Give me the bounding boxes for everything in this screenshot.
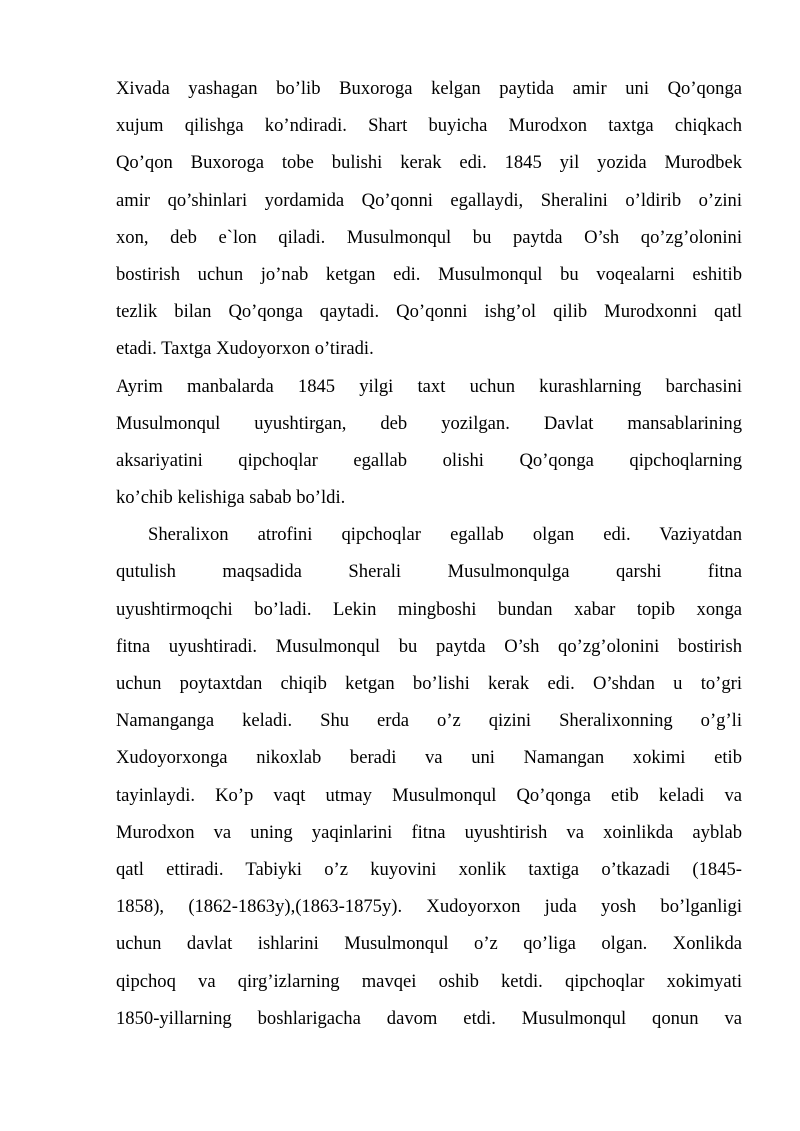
text-line: Musulmonqul uyushtirgan, deb yozilgan. Davlat mansablarining [116, 412, 742, 434]
body-text [116, 74, 742, 1041]
text-line: 1858), (1862-1863y),(1863-1875y). Xudoyorxon juda yosh bo’lganligi [116, 896, 742, 918]
text-line: Xivada yashagan bo’lib Buxoroga kelgan paytida amir uni Qo’qonga [116, 78, 742, 99]
text-line: bostirish uchun jo’nab ketgan edi. Musulmonqul bu voqealarni eshitib [116, 263, 742, 285]
text-line: Murodxon va uning yaqinlarini fitna uyushtirish va xoinlikda ayblab [116, 821, 742, 843]
text-line: Sheralixon atrofini qipchoqlar egallab olgan edi. Vaziyatdan [148, 524, 742, 546]
text-line: ko’chib kelishiga sabab bo’ldi. [116, 487, 346, 509]
text-line: tezlik bilan Qo’qonga qaytadi. Qo’qonni ishg’ol qilib Murodxonni qatl [116, 301, 742, 323]
text-line: uchun poytaxtdan chiqib ketgan bo’lishi kerak edi. O’shdan u to’gri [116, 673, 742, 694]
text-line: tayinlaydi. Ko’p vaqt utmay Musulmonqul Qo’qonga etib keladi va [116, 784, 742, 806]
text-line: qutulish maqsadida Sherali Musulmonqulga qarshi fitna [116, 561, 742, 583]
text-line: 1850-yillarning boshlarigacha davom etdi. Musulmonqul qonun va [116, 1007, 742, 1029]
text-line: xon, deb e`lon qiladi. Musulmonqul bu paytda O’sh qo’zg’olonini [116, 226, 742, 248]
text-line: uyushtirmoqchi bo’ladi. Lekin mingboshi bundan xabar topib xonga [116, 598, 742, 620]
text-line: Qo’qon Buxoroga tobe bulishi kerak edi. 1845 yil yozida Murodbek [116, 152, 742, 174]
text-line: xujum qilishga ko’ndiradi. Shart buyicha Murodxon taxtga chiqkach [116, 115, 742, 137]
text-line: etadi. Taxtga Xudoyorxon o’tiradi. [116, 338, 374, 360]
text-line: Ayrim manbalarda 1845 yilgi taxt uchun kurashlarning barchasini [116, 375, 742, 397]
text-line: aksariyatini qipchoqlar egallab olishi Qo’qonga qipchoqlarning [116, 449, 742, 471]
text-line: qipchoq va qirg’izlarning mavqei oshib ketdi. qipchoqlar xokimyati [116, 970, 742, 992]
text-line: Namanganga keladi. Shu erda o’z qizini Sheralixonning o’g’li [116, 710, 742, 732]
text-line: qatl ettiradi. Tabiyki o’z kuyovini xonlik taxtiga o’tkazadi (1845- [116, 858, 742, 880]
text-line: amir qo’shinlari yordamida Qo’qonni egallaydi, Sheralini o’ldirib o’zini [116, 189, 742, 211]
text-line: uchun davlat ishlarini Musulmonqul o’z qo’liga olgan. Xonlikda [116, 933, 742, 955]
text-line: fitna uyushtiradi. Musulmonqul bu paytda O’sh qo’zg’olonini bostirish [116, 635, 742, 657]
text-line: Xudoyorxonga nikoxlab beradi va uni Namangan xokimi etib [116, 747, 742, 769]
